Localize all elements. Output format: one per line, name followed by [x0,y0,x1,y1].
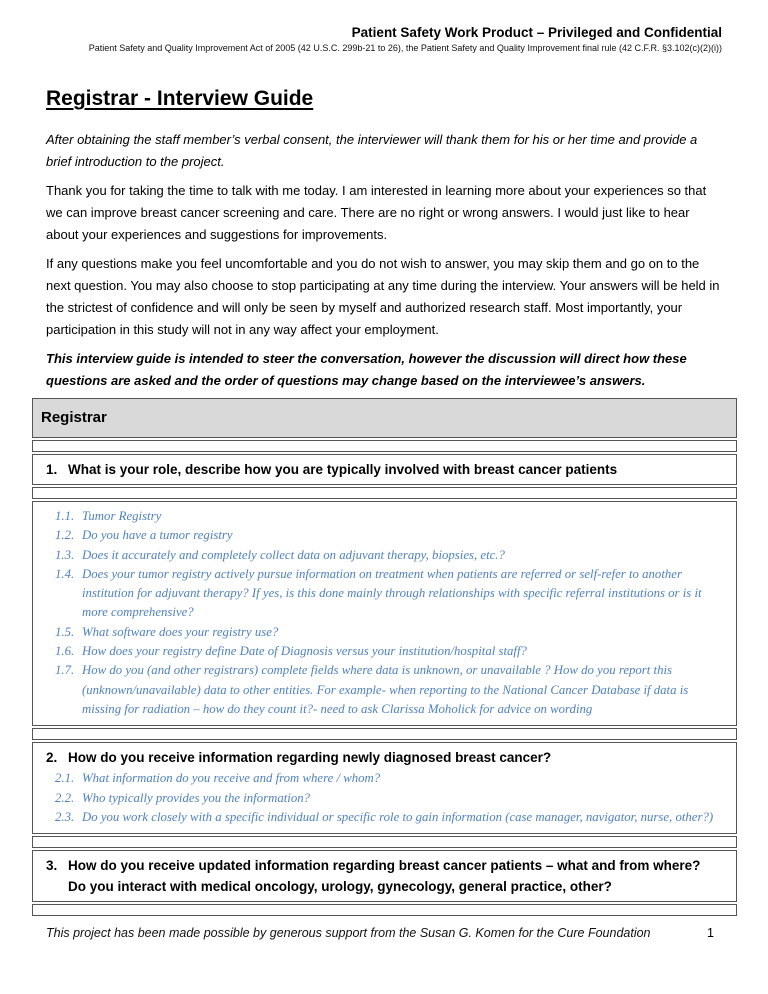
sub-question-number: 2.1. [55,771,75,786]
intro-confidentiality-paragraph: If any questions make you feel uncomfortable and you do not wish to answer, you may skip them and go on to the next question. You may also choose to stop participating at any time during the interview. Your answers will be held in the strictest of confidence and will only be seen by myself and authorized research staff. Most importantly, your participation in this study will not in any way affect your employment. [46,256,720,337]
privileged-confidential-notice: Patient Safety Work Product – Privileged and Confidential [351,25,722,40]
sub-question-number: 1.5. [55,624,75,639]
question-3-heading-row [32,850,737,902]
sub-question-text: Does your tumor registry actively pursue information on treatment when patients are referred or self-refer to another institution for adjuvant therapy? If yes, is this done mainly through relationships with specific referral institutions or is it more comprehensive? [82,566,702,620]
intro-consent-note: After obtaining the staff member’s verbal consent, the interviewer will thank them for his or her time and provide a brief introduction to the project. [46,132,698,169]
sub-question-2-3 [33,808,736,827]
spacer-row [32,836,737,848]
spacer-row [32,728,737,740]
document-footer [46,926,722,940]
sub-question-number: 1.3. [55,547,75,562]
sub-question-1-7 [33,661,736,719]
page-title: Registrar - Interview Guide [46,87,314,110]
guide-steering-note: This interview guide is intended to steer the conversation, however the discussion will direct how these questions are asked and the order of questions may change based on the interviewee’s answers. [46,351,687,388]
sub-question-text: What information do you receive and from where / whom? [82,771,381,786]
sub-question-2-1 [33,769,736,788]
sub-question-text: Who typically provides you the information? [82,790,311,805]
sub-question-text: Do you work closely with a specific individual or specific role to gain information (case manager, navigator, nurse, other?) [82,809,714,824]
footer-acknowledgement: This project has been made possible by generous support from the Susan G. Komen for the Cure Foundation [46,926,651,940]
sub-question-1-1 [33,507,736,526]
question-1-text: What is your role, describe how you are typically involved with breast cancer patients [68,462,618,477]
page-number: 1 [707,926,714,940]
interview-question-table [32,398,737,916]
sub-question-number: 1.7. [55,663,75,678]
spacer-row [32,487,737,499]
sub-question-1-4 [33,565,736,623]
sub-question-1-6 [33,642,736,661]
question-2-row [32,742,737,834]
sub-question-number: 2.3. [55,809,75,824]
sub-question-text: How does your registry define Date of Diagnosis versus your institution/hospital staff? [82,644,527,659]
question-2-number: 2. [46,750,58,766]
question-2-text: How do you receive information regarding newly diagnosed breast cancer? [68,750,552,766]
sub-question-text: How do you (and other registrars) complete fields where data is unknown, or unavailable ? How do you report this (unknown/unavailable) data to other entities. For example- when reporting to the National Cancer Database if data is missing for radiation – how do they count it?- need to ask Clarissa Moholick for advice on wording [82,663,689,716]
spacer-row [32,440,737,452]
legal-citation: Patient Safety and Quality Improvement Act of 2005 (42 U.S.C. 299b-21 to 26), the Patient Safety and Quality Improvement final rule (42 C.F.R. §3.102(c)(2)(i)) [88,43,722,53]
sub-question-number: 1.1. [55,509,75,523]
sub-question-number: 1.6. [55,644,75,659]
sub-question-1-3 [33,546,736,565]
intro-thanks-paragraph: Thank you for taking the time to talk with me today. I am interested in learning more about your experiences so that we can improve breast cancer screening and care. There are no right or wrong answers. I would just like to hear about your experiences and suggestions for improvements. [46,183,707,242]
sub-question-text: Do you have a tumor registry [82,528,233,543]
question-3-number: 3. [46,858,58,874]
question-3-text: How do you receive updated information regarding breast cancer patients – what and from where? Do you interact with medical oncology, urology, gynecology, general practice, other? [68,858,701,895]
question-2-heading [33,747,736,769]
sub-question-2-2 [33,789,736,808]
document-header [0,0,768,55]
sub-question-number: 2.2. [55,790,75,805]
sub-question-text: What software does your registry use? [82,624,279,639]
sub-question-text: Does it accurately and completely collect data on adjuvant therapy, biopsies, etc.? [82,547,505,562]
sub-question-number: 1.2. [55,528,75,543]
sub-question-1-2 [33,526,736,545]
sub-question-1-5 [33,623,736,642]
section-header-registrar: Registrar [32,398,737,438]
spacer-row [32,904,737,916]
sub-question-text: Tumor Registry [82,509,162,523]
question-1-subquestions-row [32,501,737,726]
question-1-number: 1. [46,462,58,477]
sub-question-number: 1.4. [55,566,75,581]
question-1-heading-row [32,454,737,485]
